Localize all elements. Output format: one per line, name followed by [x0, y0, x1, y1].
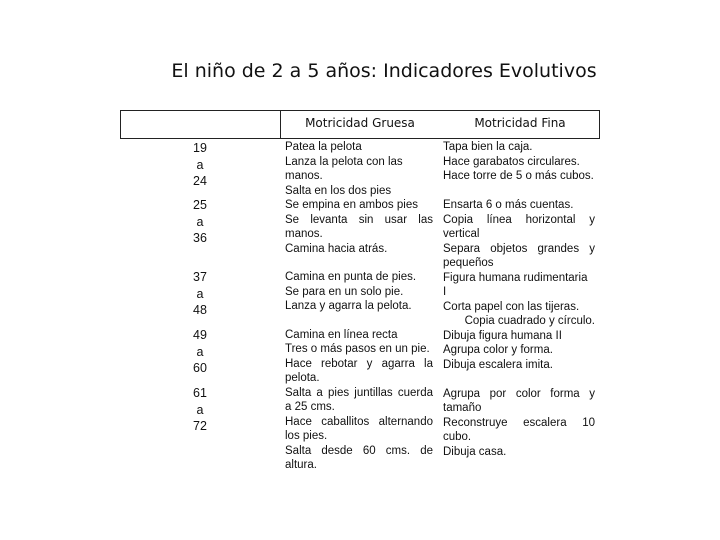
column-header-fina: Motricidad Fina: [474, 116, 566, 130]
gruesa-line: pelota.: [285, 372, 320, 384]
age-row-25-36: [120, 197, 280, 247]
age-sep: a: [196, 344, 204, 359]
age-to: 72: [193, 419, 207, 433]
gruesa-line: Patea la pelota: [285, 141, 362, 153]
header-bottom-border: [120, 138, 600, 139]
fina-line: Hace garabatos circulares.: [443, 155, 580, 168]
gruesa-line: Salta a pies juntillas cuerda: [285, 386, 433, 399]
gruesa-column-text: [285, 140, 433, 473]
age-to: 24: [193, 174, 207, 188]
age-to: 36: [193, 231, 207, 245]
gruesa-line: altura.: [285, 459, 317, 471]
fina-line: Hace torre de 5 o más cubos.: [443, 170, 594, 182]
fina-line: Agrupa por color forma y: [443, 387, 595, 400]
fina-line: Agrupa color y forma.: [443, 344, 553, 356]
gruesa-line: Tres o más pasos en un pie.: [285, 343, 430, 355]
age-row-61-72: [120, 385, 280, 435]
fina-line: Tapa bien la caja.: [443, 141, 533, 153]
fina-line: Copia cuadrado y círculo.: [464, 315, 595, 327]
gruesa-line: Se levanta sin usar las: [285, 213, 433, 226]
fina-line: I: [443, 286, 447, 298]
fina-line: Dibuja escalera imita.: [443, 358, 553, 371]
age-sep: a: [196, 286, 204, 301]
gruesa-line: Camina en punta de pies.: [285, 271, 417, 283]
fina-line: vertical: [443, 228, 480, 240]
gruesa-line: manos.: [285, 170, 323, 182]
indicators-table: [120, 110, 600, 471]
fina-line: Reconstruye escalera 10: [443, 416, 595, 429]
gruesa-line: manos.: [285, 228, 323, 240]
age-sep: a: [196, 402, 204, 417]
age-row-37-48: [120, 269, 280, 319]
gruesa-line: Hace rebotar y agarra la: [285, 357, 433, 370]
age-from: 61: [193, 386, 207, 400]
gruesa-line: Camina hacia atrás.: [285, 242, 388, 255]
age-to: 48: [193, 303, 207, 317]
gruesa-line: Salta desde 60 cms. de: [285, 444, 433, 457]
fina-line: cubo.: [443, 431, 472, 443]
fina-line: Copia línea horizontal y: [443, 213, 595, 226]
gruesa-line: los pies.: [285, 430, 328, 442]
age-sep: a: [196, 214, 204, 229]
page-title: El niño de 2 a 5 años: Indicadores Evolutivos: [171, 60, 597, 82]
age-from: 19: [193, 141, 207, 155]
fina-column-text: [443, 140, 595, 459]
age-from: 37: [193, 270, 207, 284]
table-top-border: [120, 110, 600, 111]
gruesa-line: Camina en línea recta: [285, 328, 398, 341]
gruesa-line: Se para en un solo pie.: [285, 285, 404, 298]
gruesa-line: Salta en los dos pies: [285, 184, 392, 197]
gruesa-line: Lanza y agarra la pelota.: [285, 300, 412, 312]
age-from: 49: [193, 328, 207, 342]
table-left-border: [120, 110, 121, 139]
fina-line: Ensarta 6 o más cuentas.: [443, 199, 574, 211]
age-sep: a: [196, 157, 204, 172]
age-from: 25: [193, 198, 207, 212]
gruesa-line: Lanza la pelota con las: [285, 155, 403, 168]
fina-line: Dibuja figura humana II: [443, 329, 562, 342]
fina-line: pequeños: [443, 257, 494, 269]
column-header-gruesa: Motricidad Gruesa: [305, 116, 415, 130]
gruesa-line: a 25 cms.: [285, 401, 335, 413]
fina-line: Dibuja casa.: [443, 445, 507, 458]
age-to: 60: [193, 361, 207, 375]
fina-line: tamaño: [443, 402, 482, 414]
age-row-49-60: [120, 327, 280, 377]
age-row-19-24: [120, 140, 280, 190]
gruesa-line: Hace caballitos alternando: [285, 415, 433, 428]
fina-line: Figura humana rudimentaria: [443, 271, 588, 284]
fina-line: Separa objetos grandes y: [443, 242, 595, 255]
gruesa-line: Se empina en ambos pies: [285, 199, 418, 211]
fina-line: Corta papel con las tijeras.: [443, 300, 580, 313]
